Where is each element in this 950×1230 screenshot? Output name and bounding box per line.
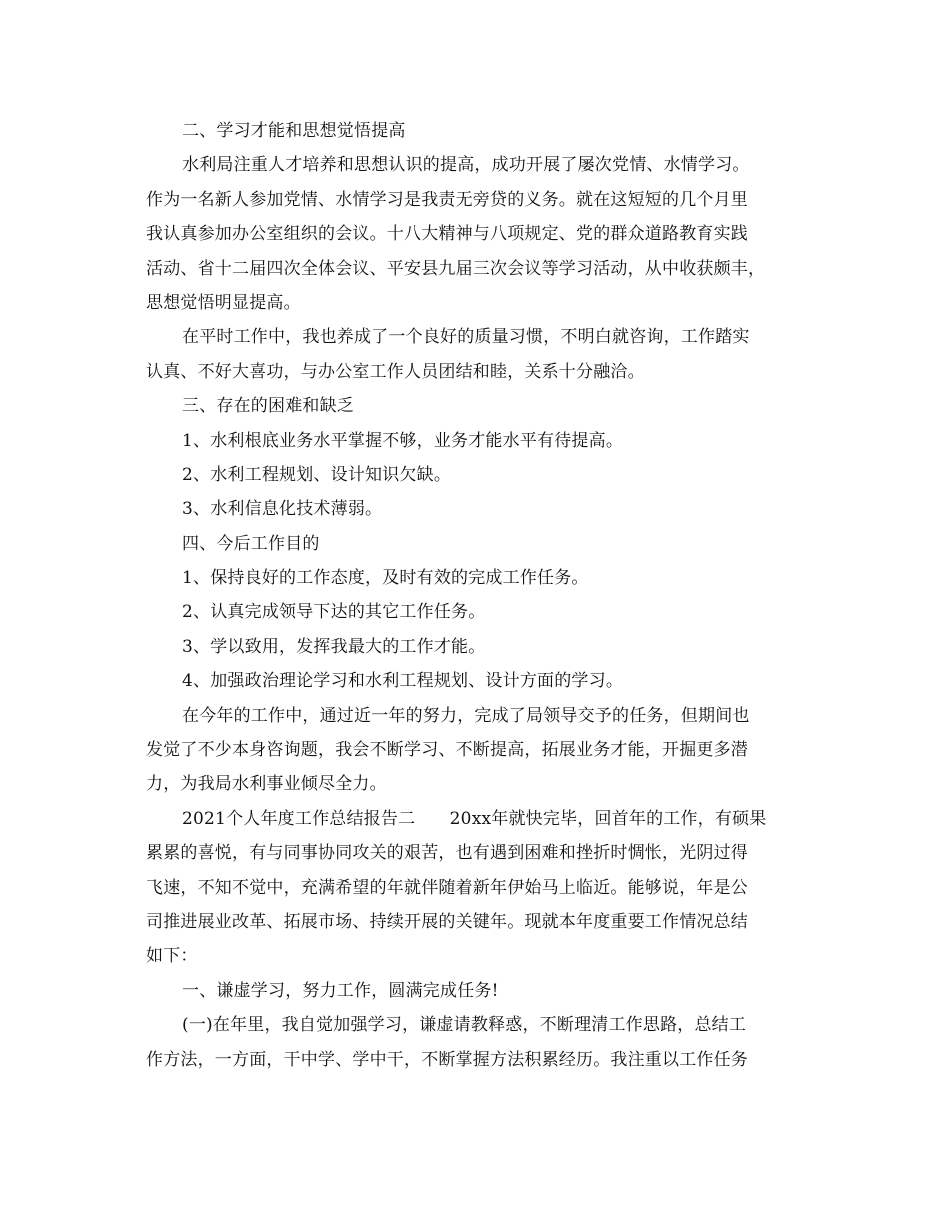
text-line: 一、谦虚学习，努力工作，圆满完成任务! [182,980,499,1001]
text-line: 四、今后工作目的 [182,533,320,554]
text-line: 2021个人年度工作总结报告二 20xx年就快完毕，回首年的工作，有硕果 [182,808,767,829]
text-line: 4、加强政治理论学习和水利工程规划、设计方面的学习。 [182,671,624,692]
text-line: 发觉了不少本身咨询题，我会不断学习、不断提高，拓展业务才能，开掘更多潜 [146,740,748,761]
text-line: 飞速，不知不觉中，充满希望的年就伴随着新年伊始马上临近。能够说，年是公 [146,877,748,898]
text-line: 在今年的工作中，通过近一年的努力，完成了局领导交予的任务，但期间也 [182,705,750,726]
text-line: 作为一名新人参加党情、水情学习是我责无旁贷的义务。就在这短短的几个月里 [146,189,748,210]
text-line: 力，为我局水利事业倾尽全力。 [146,774,387,795]
text-line: 活动、省十二届四次全体会议、平安县九届三次会议等学习活动，从中收获颇丰， [146,258,766,279]
text-line: (一)在年里，我自觉加强学习，谦虚请教释惑，不断理清工作思路，总结工 [182,1015,747,1036]
text-line: 水利局注重人才培养和思想认识的提高，成功开展了屡次党情、水情学习。 [182,155,750,176]
text-line: 2、水利工程规划、设计知识欠缺。 [182,464,452,485]
document-body [146,114,810,1077]
text-line: 二、学习才能和思想觉悟提高 [182,121,406,141]
text-line: 3、学以致用，发挥我最大的工作才能。 [182,636,486,657]
text-line: 累累的喜悦，有与同事协同攻关的艰苦，也有遇到困难和挫折时惆怅，光阴过得 [146,843,748,864]
text-line: 我认真参加办公室组织的会议。十八大精神与八项规定、党的群众道路教育实践 [146,224,748,245]
text-line: 1、保持良好的工作态度，及时有效的完成工作任务。 [182,568,589,589]
text-line: 作方法，一方面，干中学、学中干，不断掌握方法积累经历。我注重以工作任务 [146,1049,748,1070]
text-line: 1、水利根底业务水平掌握不够，业务才能水平有待提高。 [182,430,624,451]
text-line: 2、认真完成领导下达的其它工作任务。 [182,602,486,623]
text-line: 如下： [146,946,198,967]
text-line: 司推进展业改革、拓展市场、持续开展的关键年。现就本年度重要工作情况总结 [146,911,748,932]
text-line: 在平时工作中，我也养成了一个良好的质量习惯，不明白就咨询，工作踏实 [182,327,750,348]
text-line: 思想觉悟明显提高。 [146,292,301,313]
text-line: 3、水利信息化技术薄弱。 [182,499,383,520]
text-line: 认真、不好大喜功，与办公室工作人员团结和睦，关系十分融洽。 [146,361,645,382]
text-line: 三、存在的困难和缺乏 [182,396,354,417]
